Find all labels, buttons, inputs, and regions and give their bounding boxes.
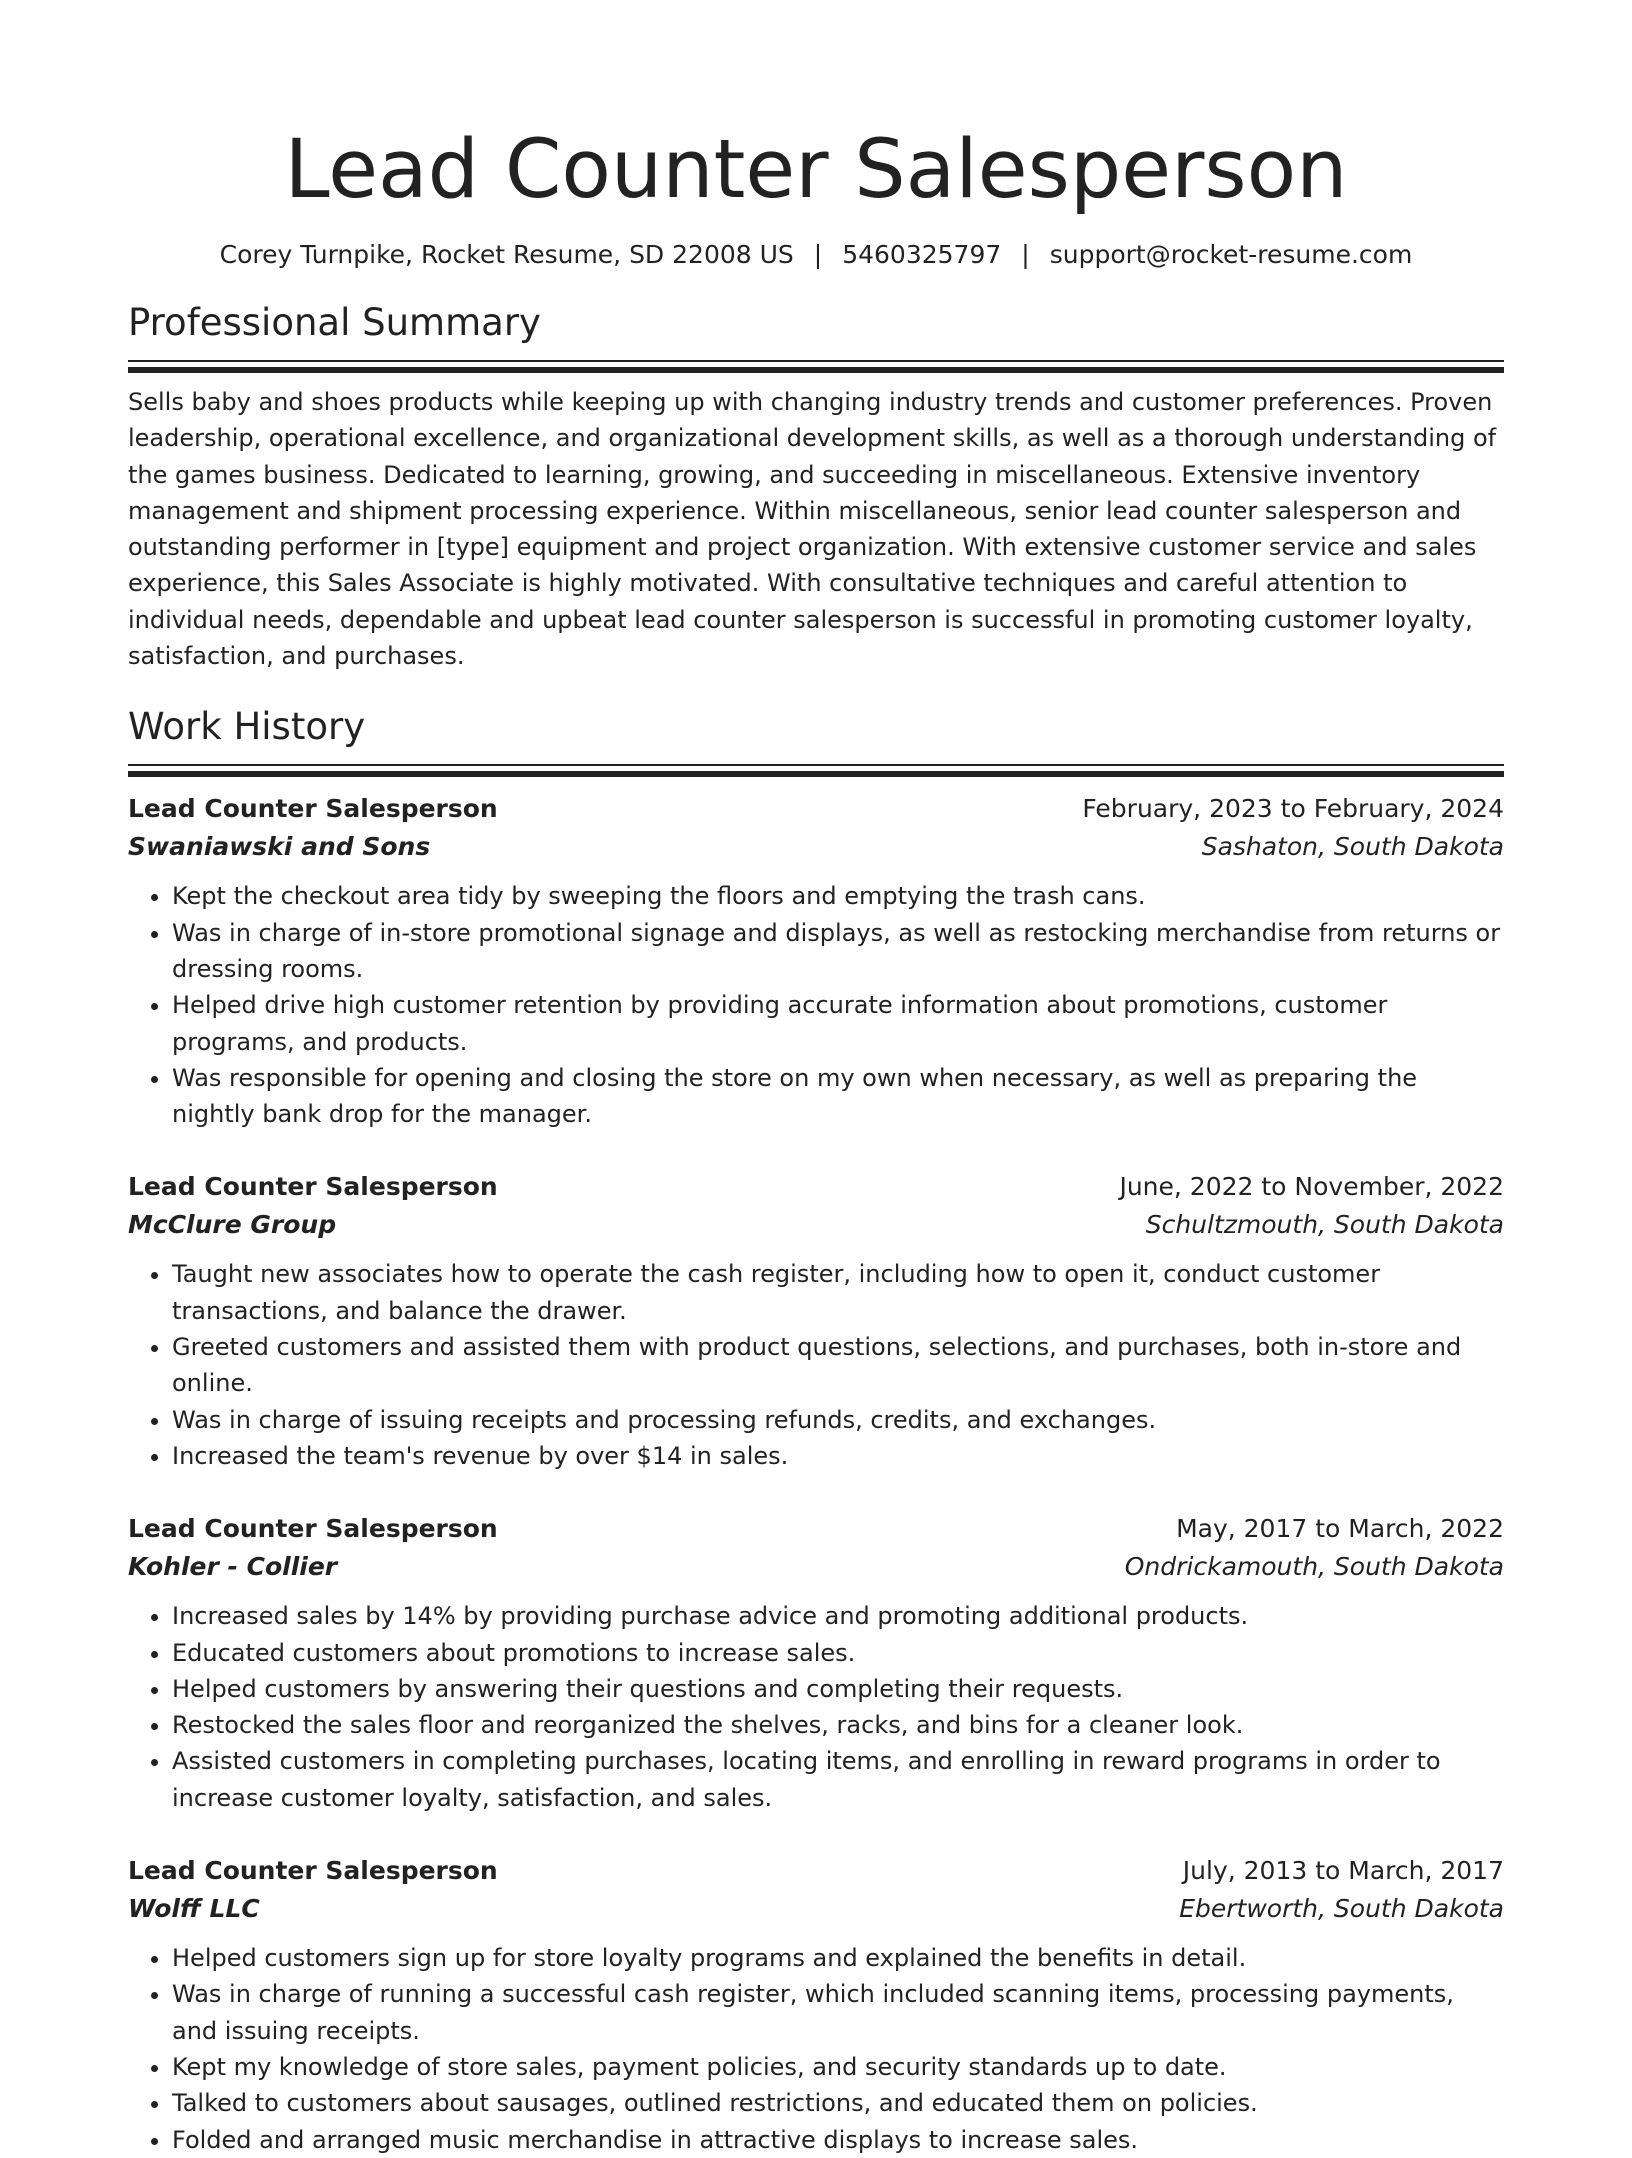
- job-bullet: • Kept the checkout area tidy by sweeping the floors and emptying the trash cans.: [172, 878, 1504, 914]
- job-bullet-list: [128, 1598, 1504, 1816]
- job-bullet: • Helped customers sign up for store loyalty programs and explained the benefits in detail.: [172, 1940, 1504, 1976]
- job-company: Wolff LLC: [128, 1894, 260, 1924]
- job-title: Lead Counter Salesperson: [128, 1856, 498, 1886]
- job-bullet: • Helped customers by answering their questions and completing their requests.: [172, 1671, 1504, 1707]
- job-bullet-list: [128, 1940, 1504, 2158]
- professional-summary-section: [128, 300, 1504, 674]
- job-bullet: • Assisted customers in completing purchases, locating items, and enrolling in reward programs in order to increase customer loyalty, satisfaction, and sales.: [172, 1743, 1504, 1816]
- summary-text: Sells baby and shoes products while keeping up with changing industry trends and customer preferences. Proven leadership, operational excellence, and organizational development skills, as well as a thorough understanding of the games business. Dedicated to learning, growing, and succeeding in miscellaneous. Extensive inventory management and shipment processing experience. Within miscellaneous, senior lead counter salesperson and outstanding performer in [type] equipment and project organization. With extensive customer service and sales experience, this Sales Associate is highly motivated. With consultative techniques and careful attention to individual needs, dependable and upbeat lead counter salesperson is successful in promoting customer loyalty, satisfaction, and purchases.: [128, 388, 1497, 671]
- job-bullet: • Was responsible for opening and closing the store on my own when necessary, as well as preparing the nightly bank drop for the manager.: [172, 1060, 1504, 1133]
- section-divider: [128, 764, 1504, 776]
- job-bullet: • Increased sales by 14% by providing purchase advice and promoting additional products.: [172, 1598, 1504, 1634]
- job-header-row: [128, 1852, 1504, 1890]
- job-company-row: [128, 828, 1504, 866]
- contact-email: support@rocket-resume.com: [1049, 240, 1413, 269]
- resume-title: Lead Counter Salesperson: [284, 123, 1348, 217]
- job-title: Lead Counter Salesperson: [128, 794, 498, 824]
- job-bullet: • Increased the team's revenue by over $14 in sales.: [172, 1438, 1504, 1474]
- section-divider: [128, 360, 1504, 372]
- job-bullet: • Kept my knowledge of store sales, payment policies, and security standards up to date.: [172, 2049, 1504, 2085]
- job-bullet: • Was in charge of running a successful cash register, which included scanning items, processing payments, and issuing receipts.: [172, 1976, 1504, 2049]
- job-entry: [128, 1168, 1504, 1474]
- job-bullet: • Was in charge of in-store promotional signage and displays, as well as restocking merchandise from returns or dressing rooms.: [172, 915, 1504, 988]
- job-entry: [128, 1510, 1504, 1816]
- job-bullet: • Taught new associates how to operate the cash register, including how to open it, conduct customer transactions, and balance the drawer.: [172, 1256, 1504, 1329]
- contact-separator: |: [1021, 240, 1030, 269]
- section-heading: Work History: [128, 705, 366, 749]
- job-dates: February, 2023 to February, 2024: [1082, 794, 1504, 824]
- job-header-row: [128, 1510, 1504, 1548]
- job-list: [128, 790, 1504, 2157]
- job-bullet-list: [128, 1256, 1504, 1474]
- job-bullet-list: [128, 878, 1504, 1132]
- job-entry: [128, 790, 1504, 1132]
- job-company: McClure Group: [128, 1210, 337, 1240]
- job-bullet: • Helped drive high customer retention by providing accurate information about promotions, customer programs, and products.: [172, 987, 1504, 1060]
- job-company-row: [128, 1206, 1504, 1244]
- job-bullet: • Talked to customers about sausages, outlined restrictions, and educated them on policies.: [172, 2085, 1504, 2121]
- contact-phone: 5460325797: [842, 240, 1002, 269]
- job-location: Ebertworth, South Dakota: [1179, 1894, 1504, 1924]
- resume-page: [128, 0, 1504, 2158]
- job-company: Swaniawski and Sons: [128, 832, 431, 862]
- job-location: Sashaton, South Dakota: [1201, 832, 1504, 862]
- contact-address: Corey Turnpike, Rocket Resume, SD 22008 US: [219, 240, 794, 269]
- job-company-row: [128, 1548, 1504, 1586]
- job-bullet: • Folded and arranged music merchandise in attractive displays to increase sales.: [172, 2122, 1504, 2158]
- job-location: Ondrickamouth, South Dakota: [1124, 1552, 1504, 1582]
- job-bullet: • Educated customers about promotions to increase sales.: [172, 1635, 1504, 1671]
- job-bullet: • Restocked the sales floor and reorganized the shelves, racks, and bins for a cleaner look.: [172, 1707, 1504, 1743]
- contact-separator: |: [813, 240, 823, 269]
- job-dates: July, 2013 to March, 2017: [1182, 1856, 1504, 1886]
- section-heading: Professional Summary: [128, 301, 541, 344]
- job-header-row: [128, 1168, 1504, 1206]
- job-bullet: • Greeted customers and assisted them with product questions, selections, and purchases, both in-store and online.: [172, 1329, 1504, 1402]
- job-title: Lead Counter Salesperson: [128, 1514, 498, 1544]
- work-history-section: [128, 704, 1504, 2157]
- job-company: Kohler - Collier: [128, 1552, 338, 1582]
- contact-line: [128, 238, 1504, 272]
- job-bullet: • Was in charge of issuing receipts and processing refunds, credits, and exchanges.: [172, 1402, 1504, 1438]
- job-header-row: [128, 790, 1504, 828]
- job-location: Schultzmouth, South Dakota: [1145, 1210, 1504, 1240]
- job-dates: June, 2022 to November, 2022: [1119, 1172, 1504, 1202]
- job-company-row: [128, 1890, 1504, 1928]
- job-title: Lead Counter Salesperson: [128, 1172, 498, 1202]
- job-dates: May, 2017 to March, 2022: [1176, 1514, 1504, 1544]
